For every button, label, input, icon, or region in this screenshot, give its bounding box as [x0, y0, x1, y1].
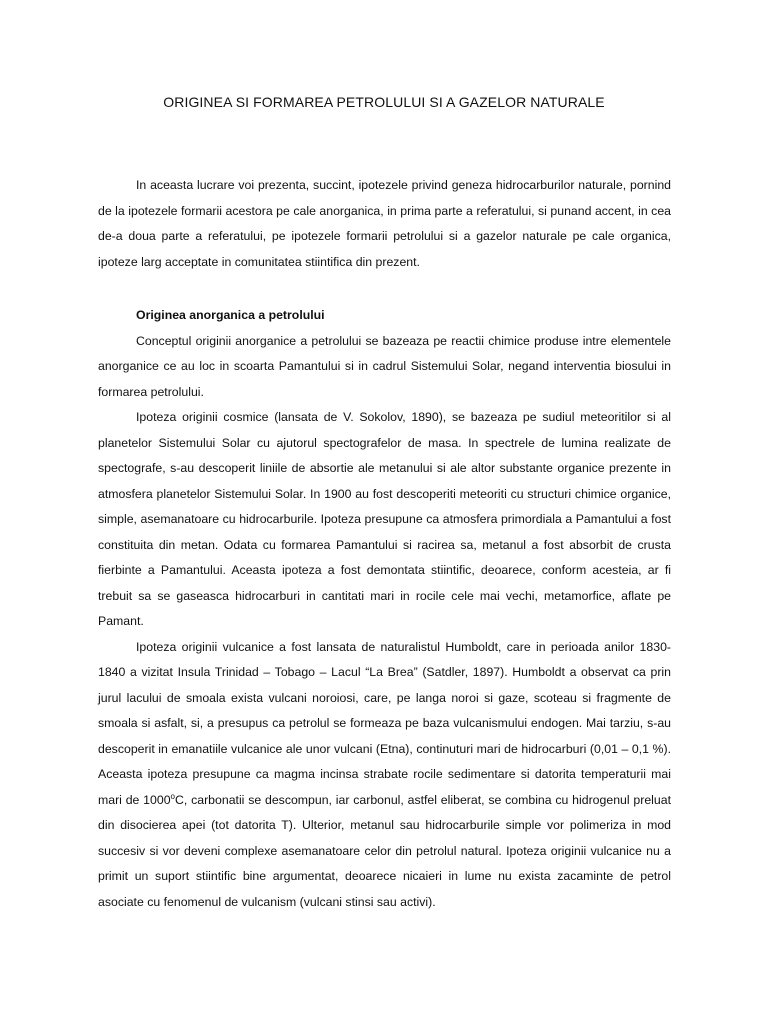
degree-superscript: o	[170, 791, 175, 801]
section-heading: Originea anorganica a petrolului	[136, 308, 325, 322]
section-inorganic-origin	[98, 303, 671, 915]
document-title: ORIGINEA SI FORMAREA PETROLULUI SI A GAZELOR NATURALE	[163, 94, 605, 110]
paragraph-concept: Conceptul originii anorganice a petrolului se bazeaza pe reactii chimice produse intre elementele anorganice ce au loc in scoarta Pamantului si in cadrul Sistemului Solar, negand interventia biosului in formarea petrolului.	[98, 333, 671, 399]
intro-paragraph: In aceasta lucrare voi prezenta, succint, ipotezele privind geneza hidrocarburilor naturale, pornind de la ipotezele formarii acestora pe cale anorganica, in prima parte a referatului, si punand accent, in cea de-a doua parte a referatului, pe ipotezele formarii petrolului si a gazelor naturale pe cale organica, ipoteze larg acceptate in comunitatea stiintifica din prezent.	[98, 178, 671, 269]
volcanic-text-part1: Ipoteza originii vulcanice a fost lansata de naturalistul Humboldt, care in perioada anilor 1830-1840 a vizitat Insula Trinidad – Tobago – Lacul “La Brea” (Satdler, 1897). Humboldt a observat ca prin jurul lacului de smoala exista vulcani noroiosi, care, pe langa noroi si gaze, scoteau si fragmente de smoala si asfalt, si, a presupus ca petrolul se formeaza pe baza vulcanismului endogen. Mai tarziu, s-au descoperit in emanatiile vulcanice ale unor vulcani (Etna), continuturi mari de hidrocarburi (0,01 – 0,1 %). Aceasta ipoteza presupune ca magma incinsa strabate rocile sedimentare si datorita temperaturii mai mari de 1000	[98, 639, 671, 807]
volcanic-text-part2: C, carbonatii se descompun, iar carbonul, astfel eliberat, se combina cu hidrogenul preluat din disocierea apei (tot datorita T). Ulterior, metanul sau hidrocarburile simple vor polimeriza in mod succesiv si vor deveni complexe asemanatoare celor din petrolul natural. Ipoteza originii vulcanice nu a primit un suport stiintific bine argumentat, deoarece nicaieri in lume nu exista zacaminte de petrol asociate cu fenomenul de vulcanism (vulcani stinsi sau activi).	[98, 792, 672, 909]
paragraph-cosmic-origin: Ipoteza originii cosmice (lansata de V. Sokolov, 1890), se bazeaza pe sudiul meteoritilor si al planetelor Sistemului Solar cu ajutorul spectografelor de masa. In spectrele de lumina realizate de spectografe, s-au descoperit liniile de absortie ale metanului si ale altor substante organice prezente in atmosfera planetelor Sistemului Solar. In 1900 au fost descoperiti meteoriti cu structuri chimice organice, simple, asemanatoare cu hidrocarburile. Ipoteza presupune ca atmosfera primordiala a Pamantului a fost constituita din metan. Odata cu formarea Pamantului si racirea sa, metanul a fost absorbit de crusta fierbinte a Pamantului. Aceasta ipoteza a fost demontata stiintific, deoarece, conform acesteia, ar fi trebuit sa se gaseasca hidrocarburi in cantitati mari in rocile cele mai vechi, metamorfice, aflate pe Pamant.	[98, 410, 671, 628]
paragraph-volcanic-origin	[98, 635, 671, 916]
